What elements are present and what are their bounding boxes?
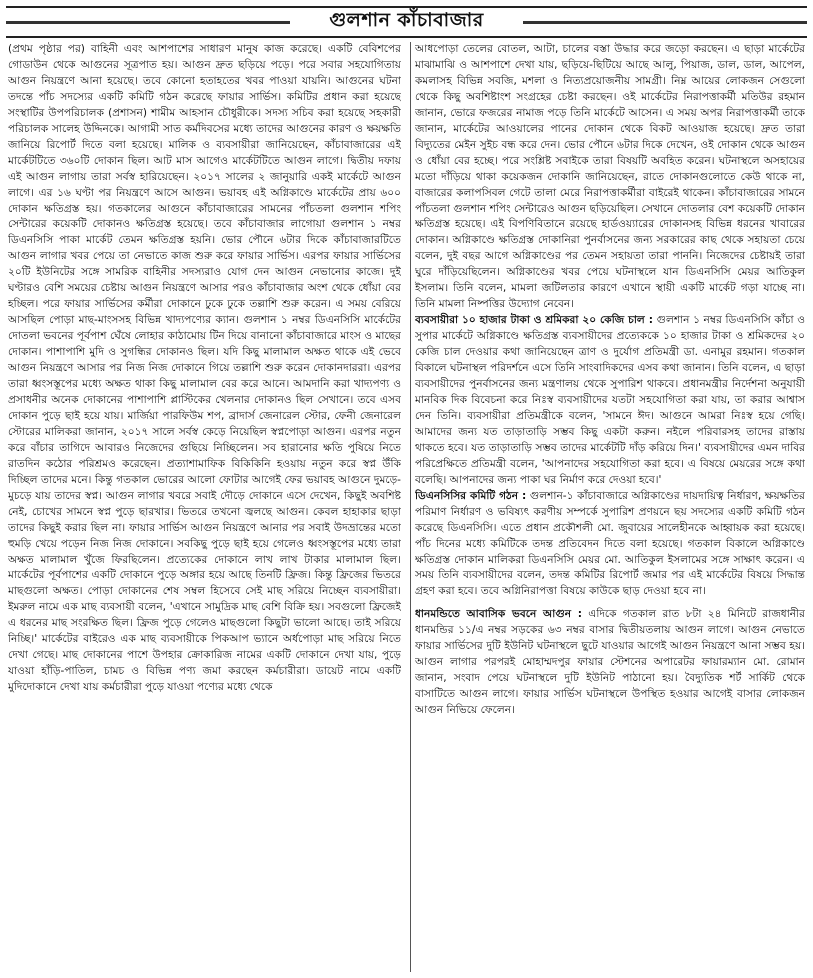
right-paragraph-2-text: গুলশান ১ নম্বর ডিএনসিসি কাঁচা ও সুপার মার্কেটে অগ্নিকাণ্ডে ক্ষতিগ্রস্ত ব্যবসায়ীদের প্রত্যেককে ১০ হাজার টাকা ও শ্রমিকদের ২০ কেজি চাল দেওয়ার কথা জানিয়েছেন ত্রাণ ও দুর্যোগ প্রতিমন্ত্রী ডা. এনামুর রহমান। গতকাল বিকালে ঘটনাস্থল পরিদর্শনে এসে তিনি সাংবাদিকদের এসব কথা জানান। তিনি বলেন, এ ছাড়া ব্যবসায়ীদের পুনর্বাসনের জন্য মন্ত্রণালয় থেকে সুপারিশ থাকবে। প্রধানমন্ত্রীর নির্দেশনা অনুযায়ী মানবিক দিক বিবেচনা করে নিঃস্ব ব্যবসায়ীদের যতটা সহযোগিতা করা যায়, তা করার আশ্বাস দেন তিনি। ব্যবসায়ীরা প্রতিমন্ত্রীকে বলেন, 'সামনে ঈদ। আগুনে আমরা নিঃস্ব হয়ে গেছি। আমাদের জন্য যত তাড়াতাড়ি সম্ভব কিছু একটা করুন। নইলে পরিবারসহ তাদের রাস্তায় থাকতে হবে। যত তাড়াতাড়ি সম্ভব তাদের মার্কেটটি দাঁড় করিয়ে দিন।' ব্যবসায়ীদের এমন দাবির পরিপ্রেক্ষিতে প্রতিমন্ত্রী বলেন, 'আপনাদের সহযোগিতা করা হবে। এ বিষয়ে মেয়রের সঙ্গে কথা বলেছি। আপনাদের জন্য পাকা ঘর নির্মাণ করে দেওয়া হবে।' xyxy=(415,314,805,486)
continuation-marker: (প্রথম পৃষ্ঠার পর) xyxy=(8,43,85,55)
right-paragraph-1: আধপোড়া তেলের বোতল, আটা, চালের বস্তা উদ্ধার করে জড়ো করছেন। এ ছাড়া মার্কেটের মাঝামাঝি ও আশপাশে দেখা যায়, ছড়িয়ে-ছিটিয়ে আছে আলু, পিয়াজ, ডাল, ডাল, আপেল, কমলাসহ বিভিন্ন সবজি, মশলা ও নিত্যপ্রয়োজনীয় সামগ্রী। নিম্ন আয়ের লোকজন সেগুলো থেকে কিছু অবশিষ্টাংশ সংগ্রহের চেষ্টা করছেন। ওই মার্কেটের নিরাপত্তাকর্মী মতিউর রহমান জানান, ভোরে ফজরের নামাজ পড়ে তিনি মার্কেটে আসেন। এ সময় অপর নিরাপত্তাকর্মী তাকে জানান, মার্কেটের আওয়ালের পানের দোকান থেকে বিকট আওয়াজ হয়েছে। দ্রুত তারা বিদ্যুতের মেইন সুইচ বন্ধ করে দেন। ভোর পৌনে ৬টার দিকে দেখেন, ওই দোকান থেকে আগুন ও ধোঁয়া বের হচ্ছে। পরে সংশ্লিষ্ট সবাইকে তারা বিষয়টি অবহিত করেন। ঘটনাস্থলে অসহায়ের মতো দাঁড়িয়ে থাকা কয়েকজন দোকানি জানিয়েছেন, রাতে দোকানগুলোতে কেউ থাকে না, বাজারের কলাপসিবল গেটে তালা মেরে নিরাপত্তাকর্মীরা বাইরেই থাকেন। কাঁচাবাজারের সামনে পাঁচতলা গুলশান শপিং সেন্টারেও আগুন ছড়িয়েছিল। সেখানে দোতলার বেশ কয়েকটি দোকান ক্ষতিগ্রস্ত হয়েছে। এই বিপণিবিতানে রয়েছে হার্ডওয়্যারের দোকানসহ বিভিন্ন ধরনের খাবারের দোকান। অগ্নিকাণ্ডে ক্ষতিগ্রস্ত দোকানিরা পুনর্বাসনের জন্য সরকারের কাছ থেকে সহায়তা চেয়ে বলেন, দুই বছর আগে অগ্নিকাণ্ডের পর তেমন সহায়তা তারা পাননি। নিজেদের চেষ্টায়ই তারা ঘুরে দাঁড়িয়েছিলেন। অগ্নিকাণ্ডের খবর পেয়ে ঘটনাস্থলে যান ডিএনসিসি মেয়র আতিকুল ইসলাম। তিনি বলেন, মামলা জটিলতার কারণে এখানে স্থায়ী একটি মার্কেট গড়া যাচ্ছে না। তিনি মামলা নিষ্পত্তির উদ্যোগ নেবেন। xyxy=(415,43,805,311)
subheading-dhanmondi: ধানমন্ডিতে আবাসিক ভবনে আগুন : xyxy=(415,608,582,621)
right-paragraph-4-text: এদিকে গতকাল রাত ৮টা ২৪ মিনিটে রাজধানীর ধানমন্ডির ১১/এ নম্বর সড়কের ৬৩ নম্বর বাসার দ্বিতীয়তলায় আগুন লাগে। আগুন নেভাতে ফায়ার সার্ভিসের দুটি ইউনিট ঘটনাস্থলে ছুটে যাওয়ার আগেই আগুন নিয়ন্ত্রণে আনা সম্ভব হয়। আগুন লাগার পরপরই মোহাম্মদপুর ফায়ার স্টেশনের অপারেটর ফায়ারম্যান মো. রোমান জানান, সংবাদ পেয়ে ঘটনাস্থলে দুটি ইউনিট পাঠানো হয়। বৈদ্যুতিক শর্ট সার্কিট থেকে বাসাটিতে আগুন লাগে। ফায়ার সার্ভিস ঘটনাস্থলে উপস্থিত হওয়ার আগেই বাসার লোকজন আগুন নিভিয়ে ফেলেন। xyxy=(415,608,805,717)
left-paragraph xyxy=(8,42,401,696)
right-paragraph-3-text: গুলশান-১ কাঁচাবাজারে অগ্নিকাণ্ডের দায়দায়িত্ব নির্ধারণ, ক্ষয়ক্ষতির পরিমাণ নির্ধারণ ও ভবিষ্যৎ করণীয় সম্পর্কে সুপারিশ প্রণয়নে ছয় সদস্যের একটি কমিটি গঠন করেছে ডিএনসিসি। এতে প্রধান প্রকৌশলী মো. জুবায়ের সালেহীনকে আহ্বায়ক করা হয়েছে। পাঁচ দিনের মধ্যে কমিটিকে তদন্ত প্রতিবেদন দিতে বলা হয়েছে। গতকাল বিকালে অগ্নিকাণ্ডে ক্ষতিগ্রস্ত দোকান মালিকরা ডিএনসিসি মেয়র মো. আতিকুল ইসলামের সঙ্গে সাক্ষাৎ করেন। এ সময় তিনি ব্যবসায়ীদের বলেন, তদন্ত কমিটির রিপোর্ট জমার পর এই মার্কেটের বিষয়ে সিদ্ধান্ত গ্রহণ করা হবে। তবে অগ্নিনিরাপত্তা বিষয়ে কাউকে ছাড় দেওয়া হবে না। xyxy=(415,489,805,598)
left-column xyxy=(8,42,401,972)
left-paragraph-text: বাহিনী এবং আশপাশের সাধারণ মানুষ কাজ করেছে। একটি বেবিশপের গোডাউন থেকে আগুনের সূত্রপাত হয়। আগুন দ্রুত ছড়িয়ে পড়ে। পরে সবার সহযোগিতায় আগুন নিয়ন্ত্রণে আনা হয়েছে। তবে কোনো হতাহতের খবর পাওয়া যায়নি। আগুনের ঘটনা তদন্তে পাঁচ সদস্যের একটি কমিটি গঠন করেছে ফায়ার সার্ভিস। কমিটির প্রধান করা হয়েছে সংস্থাটির উপপরিচালক (প্রশাসন) শামীম আহসান চৌধুরীকে। সদস্য সচিব করা হয়েছে সহকারী পরিচালক সালেহ উদ্দিনকে। আগামী সাত কর্মদিবসের মধ্যে তাদের আগুনের কারণ ও ক্ষয়ক্ষতি জানিয়ে রিপোর্ট দিতে বলা হয়েছে। মালিক ও ব্যবসায়ীরা জানিয়েছেন, কাঁচাবাজারের এই মার্কেটটিতে ৩৬০টি দোকান ছিল। আট মাস আগেও মার্কেটটিতে আগুন লাগে। দ্বিতীয় দফায় এই আগুন লাগায় তারা সর্বস্ব হারিয়েছেন। ২০১৭ সালের ২ জানুয়ারি একই মার্কেটে আগুন লাগে। এর ১৬ ঘণ্টা পর নিয়ন্ত্রণে আসে আগুন। ভয়াবহ এই অগ্নিকাণ্ডে মার্কেটের প্রায় ৬০০ দোকান ক্ষতিগ্রস্ত হয়। গতকালের আগুনে কাঁচাবাজারের সামনের পাঁচতলা গুলশান শপিং সেন্টারের কয়েকটি দোকানও ক্ষতিগ্রস্ত হয়েছে। তবে কাঁচাবাজার লাগোয়া গুলশান ১ নম্বর ডিএনসিসি পাকা মার্কেট তেমন ক্ষতিগ্রস্ত হয়নি। ভোর পৌনে ৬টার দিকে কাঁচাবাজারটিতে আগুন লাগার খবর পেয়ে তা নেভাতে কাজ শুরু করে ফায়ার সার্ভিস। এরপর ফায়ার সার্ভিসের ২০টি ইউনিটের সঙ্গে সামরিক বাহিনীর সদস্যরাও যোগ দেন আগুন নেভানোর কাজে। দুই ঘণ্টারও বেশি সময়ের চেষ্টায় আগুন নিয়ন্ত্রণে আসার পরও কাঁচাবাজার অংশ থেকে ধোঁয়া বের হচ্ছিল। পরে ফায়ার সার্ভিসের কর্মীরা দোকানে ঢুকে ঢুকে তল্লাশি শুরু করেন। এ সময় বেরিয়ে আসছিল পোড়া মাছ-মাংসসহ বিভিন্ন খাদ্যপণ্যের ক্যান। গুলশান ১ নম্বর ডিএনসিসি মার্কেটের দোতলা ভবনের পূর্বপাশ ঘেঁষে লোহার কাঠামোয় টিন দিয়ে বানানো কাঁচাবাজারে মাংস ও মাছের দোকান। পাশাপাশি মুদি ও সুগন্ধির দোকানও ছিল। যদি কিছু মালামাল অক্ষত থাকে এই ভেবে আগুন নিয়ন্ত্রণে আসার পর নিজ নিজ দোকানে গিয়ে তল্লাশি শুরু করেন দোকানদাররা। এরপর তারা ধ্বংসস্তূপের মধ্যে অক্ষত থাকা কিছু মালামাল বের করে আনে। আমদানি করা খাদ্যপণ্য ও প্রসাধনীর অনেক দোকানের পাশাপাশি প্লাস্টিকের খেলনার দোকানও ছিল সেখানে। তবে এসব দোকান পুড়ে ছাই হয়ে যায়। মার্জিয়া পারফিউম শপ, ব্রাদার্স জেনারেল স্টোর, ফেনী জেনারেল স্টোরের মালিকরা জানান, ২০১৭ সালে সর্বস্ব কেড়ে নিয়েছিল স্বপ্নপোড়া আগুন। এরপর নতুন করে বাঁচার তাগিদে আবারও নিজেদের গুছিয়ে নিচ্ছিলেন। সব হারানোর ক্ষতি পুষিয়ে নিতে রাতদিন কঠোর পরিশ্রমও করেছেন। প্রত্যাশামাফিক বিকিকিনি হওয়ায় নতুন করে স্বপ্ন উঁকি দিচ্ছিল তাদের মনে। কিন্তু গতকাল ভোরের আলো ফোটার আগেই ফের ভয়াবহ আগুনে দুমড়ে-মুচড়ে যায় তাদের স্বপ্ন। আগুন লাগার খবরে সবাই দৌড়ে দোকানে এসে দেখেন, কিছুই অবশিষ্ট নেই, চোখের সামনে স্বপ্ন পুড়ে ছারখার। ভিতরে তখনো জ্বলছে আগুন। কেবল হাহাকার ছাড়া তাদের কিছুই করার ছিল না। ফায়ার সার্ভিস আগুন নিয়ন্ত্রণে আনার পর সবাই উদভ্রান্তের মতো হুমড়ি খেয়ে পড়েন নিজ নিজ দোকানে। সবকিছু পুড়ে ছাই হয়ে গেলেও ধ্বংসস্তূপের মধ্যে তারা অক্ষত মালামাল খুঁজে ফিরছিলেন। প্রত্যেকের দোকানে লাখ লাখ টাকার মালামাল ছিল। মার্কেটের পূর্বপাশের একটি দোকানে পুড়ে অঙ্গার হয়ে আছে তিনটি ফ্রিজ। কিন্তু ফ্রিজের ভিতরে মাছগুলো অক্ষত। পোড়া দোকানের শেষ সম্বল হিসেবে সেই মাছ সরিয়ে নিচ্ছেন ব্যবসায়ীরা। ইমরুল নামে এক মাছ ব্যবসায়ী বলেন, 'এখানে সামুদ্রিক মাছ বেশি বিক্রি হয়। সবগুলো ফ্রিজেই এ ধরনের মাছ সংরক্ষিত ছিল। ফ্রিজ পুড়ে গেলেও মাছগুলো কিছুটা ভালো আছে। তাই সরিয়ে নিচ্ছি।' মার্কেটের বাইরেও এক মাছ ব্যবসায়ীকে পিকআপ ভ্যানে অর্ধপোড়া মাছ সরিয়ে নিতে দেখা গেছে। মাছ দোকানের পাশে উপহার ক্রোকারিজ নামের একটি দোকানে দেখা যায়, পুড়ে যাওয়া হাঁড়ি-পাতিল, চামচ ও বিভিন্ন পণ্য জমা করছেন কর্মচারীরা। ডায়েট নামে একটি মুদিদোকানে দেখা যায় কর্মচারীরা পুড়ে যাওয়া পণ্যের মধ্যে থেকে xyxy=(8,43,401,694)
subheading-relief: ব্যবসায়ীরা ১০ হাজার টাকা ও শ্রমিকরা ২০ কেজি চাল : xyxy=(415,314,653,327)
right-paragraph-3 xyxy=(415,489,805,601)
header-left-rule xyxy=(6,21,290,24)
right-column xyxy=(415,42,805,972)
right-paragraph-4 xyxy=(415,607,805,719)
section-header xyxy=(6,6,807,38)
paragraph-gap xyxy=(415,600,805,607)
right-paragraph-2 xyxy=(415,313,805,488)
header-right-rule xyxy=(523,21,807,24)
column-divider xyxy=(410,42,411,972)
section-title: গুলশান কাঁচাবাজার xyxy=(290,8,523,36)
header-bottom-rule xyxy=(6,36,807,38)
article-body xyxy=(8,42,805,972)
subheading-committee: ডিএনসিসির কমিটি গঠন : xyxy=(415,489,527,502)
